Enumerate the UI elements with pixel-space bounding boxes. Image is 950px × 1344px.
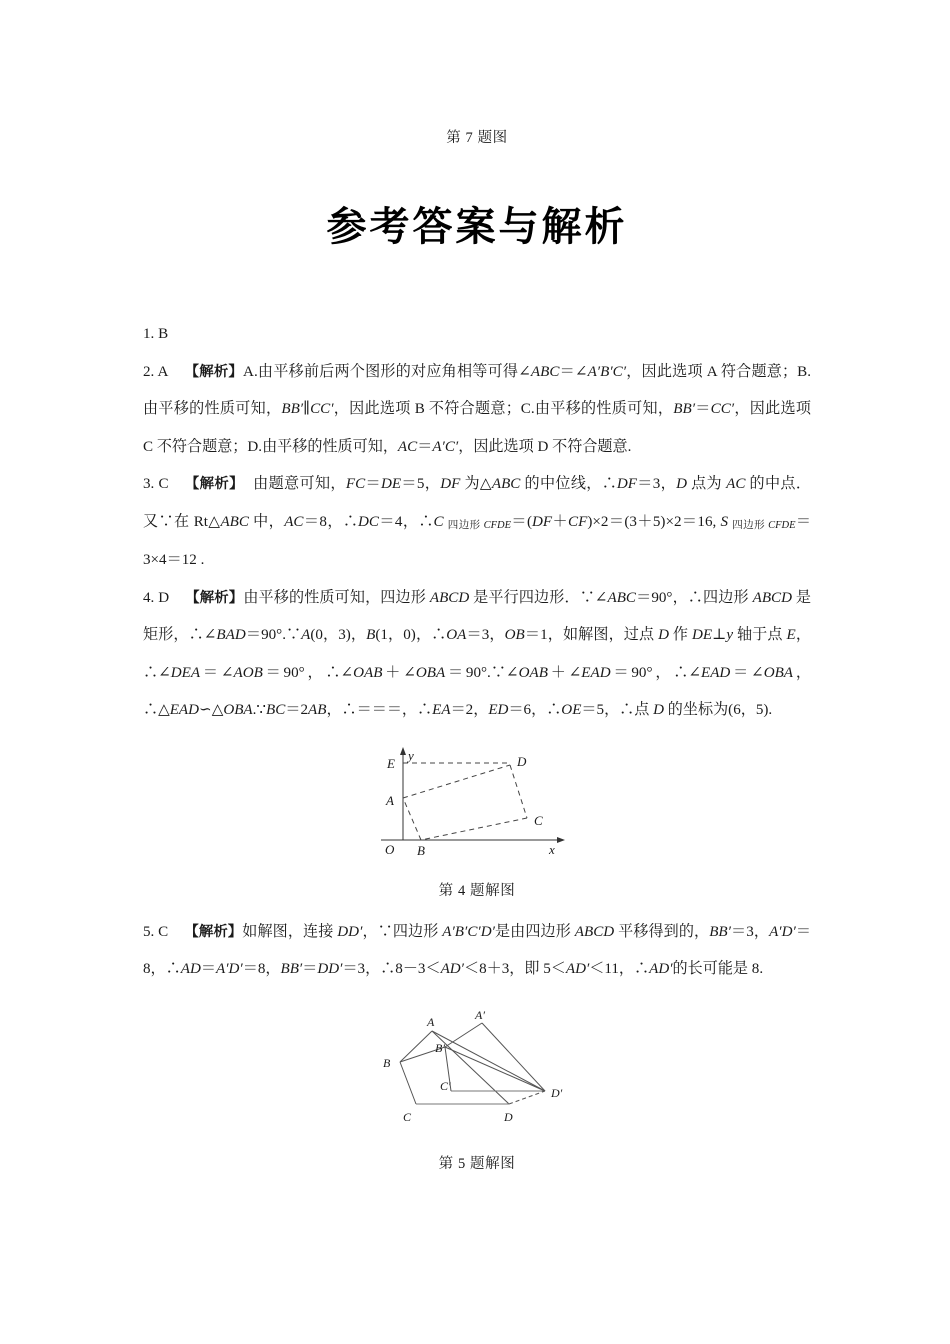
answer-number-5: 5. C <box>143 923 169 940</box>
analysis-label-5: 【解析】 <box>184 923 243 940</box>
figure-4-caption: 第 4 题解图 <box>438 882 516 899</box>
figure-5-diagram <box>370 1005 585 1127</box>
figure-5-caption: 第 5 题解图 <box>438 1155 516 1172</box>
answers-list <box>143 316 811 1173</box>
label-C: C <box>402 1109 411 1124</box>
label-B: B <box>417 842 425 856</box>
label-C-prime: C′ <box>439 1078 451 1093</box>
segment-BA <box>400 1031 432 1062</box>
answer-item-4 <box>143 580 811 730</box>
label-A-prime: A′ <box>474 1007 485 1022</box>
label-O: O <box>385 841 395 856</box>
label-C: C <box>534 812 543 828</box>
segment-BA <box>403 798 421 840</box>
segment-Bprime-Aprime <box>445 1023 482 1047</box>
figure-4-container <box>143 744 811 861</box>
label-D: D <box>517 753 527 769</box>
answer-number-1: 1. B <box>143 326 169 342</box>
label-D: D <box>503 1109 513 1124</box>
analysis-label-4: 【解析】 <box>185 589 244 606</box>
page-title: 参考答案与解析 <box>326 204 628 250</box>
figure-4-diagram <box>377 744 577 856</box>
figure-5-container <box>143 1005 811 1132</box>
label-B-prime: B′ <box>434 1040 445 1055</box>
answer-number-4: 4. D <box>143 589 170 606</box>
label-x-axis: x <box>549 841 555 856</box>
page-content-column <box>143 0 811 1173</box>
analysis-label-3: 【解析】 <box>184 476 244 492</box>
x-axis-arrow <box>557 837 565 843</box>
label-E: E <box>387 755 395 771</box>
answer-item-3 <box>143 466 811 580</box>
segment-D-Dprime-dashed <box>509 1091 545 1104</box>
label-B: B <box>382 1055 390 1070</box>
answer-item-2 <box>143 354 811 467</box>
segment-Aprime-Dprime <box>482 1023 545 1091</box>
label-A: A <box>426 1014 434 1029</box>
answer-body-5: 如解图，连接 DD′，∵四边形 A′B′C′D′是由四边形 ABCD 平移得到的，BB′＝3，A′D′＝8，∴AD＝A′D′＝8，BB′＝DD′＝3，∴8－3＜AD′＜8＋3，即 5＜AD′＜11，∴AD′的长可能是 8. <box>143 923 811 977</box>
answer-item-5 <box>143 914 811 989</box>
analysis-label-2: 【解析】 <box>184 363 244 380</box>
segment-Bprime-Dprime <box>445 1047 545 1091</box>
answer-body-3: 由题意可知，FC＝DE＝5，DF 为△ABC 的中位线，∴DF＝3，D 点为 AC 的中点．又∵在 Rt△ABC 中，AC＝8，∴DC＝4，∴C 四边形 CFDE＝(DF＋CF)×2＝(3＋5)×2＝16, S 四边形 CFDE＝3×4＝12 . <box>143 476 811 568</box>
segment-CB <box>400 1062 416 1104</box>
answer-body-4: 由平移的性质可知，四边形 ABCD 是平行四边形．∵∠ABC＝90°，∴四边形 ABCD 是矩形，∴∠BAD＝90°.∵A(0，3)，B(1，0)，∴OA＝3，OB＝1，如解图，过点 D 作 DE⊥y 轴于点 E，∴∠DEA＝∠AOB＝90°，∴∠OAB＋∠OBA＝90°.∵∠OAB＋∠EAD＝90°，∴∠EAD＝∠OBA，∴△EAD∽△OBA.∵BC＝2AB，∴＝＝＝，∴EA＝2，ED＝6，∴OE＝5，∴点 D 的坐标为(6，5). <box>143 589 812 718</box>
running-head-figure-caption: 第 7 题图 <box>446 130 508 146</box>
label-D-prime: D′ <box>550 1085 562 1100</box>
segment-AD <box>403 765 510 798</box>
label-A: A <box>386 792 394 808</box>
answer-number-2: 2. A <box>143 363 169 380</box>
label-y-axis: y <box>408 747 414 763</box>
segment-CB <box>421 818 527 840</box>
answer-number-3: 3. C <box>143 476 169 492</box>
answer-body-2: A.由平移前后两个图形的对应角相等可得∠ABC＝∠A′B′C′，因此选项 A 符合题意；B.由平移的性质可知，BB′∥CC′，因此选项 B 不符合题意；C.由平移的性质可知，BB′＝CC′，因此选项 C 不符合题意；D.由平移的性质可知，AC＝A′C′，因此选项 D 不符合题意. <box>143 363 811 455</box>
segment-DC <box>510 765 527 818</box>
answer-item-1 <box>143 316 811 354</box>
y-axis-arrow <box>400 747 406 755</box>
